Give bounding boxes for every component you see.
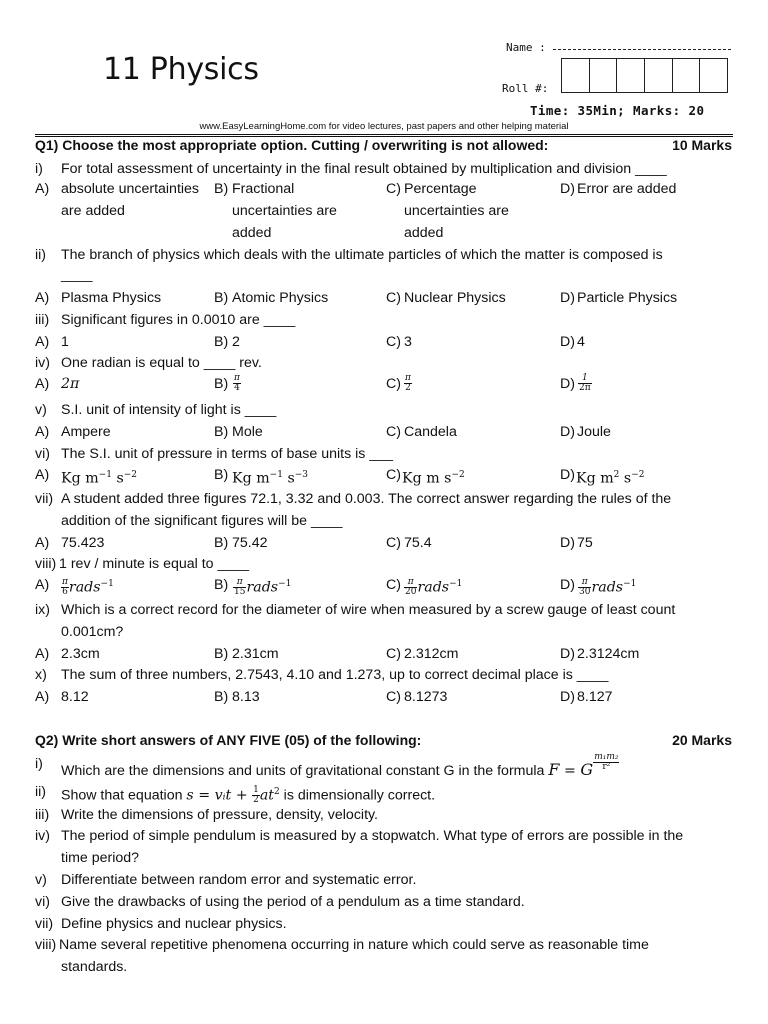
option-a: 8.12 [61,689,89,705]
option-label: A) [35,467,50,483]
question-number: viii) [35,556,57,572]
option-label: D) [560,646,575,662]
option-label: A) [35,290,50,306]
option-label: B) [214,646,229,662]
roll-box[interactable] [589,58,618,93]
option-label: B) [214,334,229,350]
option-c: $\frac{\pi}{20}$ rads$^{-1}$ [405,577,463,598]
option-b: Kg $m^{-1}$ $s^{-3}$ [232,470,309,487]
option-d: 2.3124cm [577,646,640,662]
option-label: D) [560,376,575,392]
question-text: The S.I. unit of pressure in terms of base units is ___ [61,446,393,462]
question-number: iv) [35,355,50,371]
q1-marks: 10 Marks [672,137,732,153]
name-label: Name : [506,41,546,54]
option-label: B) [214,181,229,197]
question-text: Which are the dimensions and units of gravitational constant G in the formula F = G $\frac{\text{m₁m₂}}{\text{r²}}$ [61,752,619,779]
option-label: D) [560,334,575,350]
option-d: Error are added [577,181,677,197]
question-number: ix) [35,602,50,618]
option-a: Plasma Physics [61,290,162,306]
option-label: D) [560,535,575,551]
question-text: The sum of three numbers, 2.7543, 4.10 and 1.273, up to correct decimal place is ____ [61,667,609,683]
question-text: Differentiate between random error and systematic error. [61,872,417,888]
question-text: A student added three figures 72.1, 3.32 and 0.003. The correct answer regarding the rules of the [61,491,672,507]
q1-heading: Q1) Choose the most appropriate option. Cutting / overwriting is not allowed: [35,137,549,153]
option-b: $\frac{\pi}{4}$ [234,372,240,393]
option-b: 2 [232,334,240,350]
question-text: 0.001cm? [61,624,124,640]
option-b: 2.31cm [232,646,279,662]
option-b: uncertainties are [232,203,337,219]
question-text: Name several repetitive phenomena occurring in nature which could serve as reasonable time [59,937,649,953]
option-a: 1 [61,334,69,350]
question-text: Show that equation s = vᵢt + $\frac{1}{2}$ $at^2$ is dimensionally correct. [61,785,436,806]
option-label: A) [35,181,50,197]
question-text: standards. [61,959,128,975]
question-number: x) [35,667,47,683]
question-text: Write the dimensions of pressure, density, velocity. [61,807,378,823]
option-label: C) [386,577,401,593]
option-d: 75 [577,535,593,551]
question-text: addition of the significant figures will be ____ [61,513,343,529]
option-a: absolute uncertainties [61,181,200,197]
option-c: uncertainties are [404,203,509,219]
option-a: 2π [61,376,80,392]
q2-heading: Q2) Write short answers of ANY FIVE (05) of the following: [35,732,422,748]
option-b: Mole [232,424,263,440]
question-number: i) [35,161,43,177]
divider [35,134,733,135]
option-d: Joule [577,424,611,440]
option-c: Percentage [404,181,477,197]
option-label: D) [560,181,575,197]
q2-marks: 20 Marks [672,732,732,748]
option-a: Kg $m^{-1}$ $s^{-2}$ [61,470,138,487]
option-label: C) [386,376,401,392]
question-number: v) [35,402,47,418]
option-label: A) [35,376,50,392]
question-number: iii) [35,807,50,823]
option-b: Atomic Physics [232,290,329,306]
option-d: 4 [577,334,585,350]
roll-box[interactable] [644,58,673,93]
question-text: Give the drawbacks of using the period of a pendulum as a time standard. [61,894,525,910]
option-label: A) [35,535,50,551]
option-label: C) [386,689,401,705]
option-c: 75.4 [404,535,432,551]
option-b: $\frac{\pi}{15}$ rads$^{-1}$ [234,577,292,598]
option-b: 75.42 [232,535,268,551]
option-a: Ampere [61,424,111,440]
option-label: C) [386,424,401,440]
roll-box[interactable] [672,58,701,93]
question-number: vii) [35,491,54,507]
option-a: 75.423 [61,535,105,551]
option-label: B) [214,577,229,593]
option-b: 8.13 [232,689,260,705]
time-marks: Time: 35Min; Marks: 20 [530,103,705,118]
question-text: time period? [61,850,140,866]
option-label: C) [386,646,401,662]
option-a: 2.3cm [61,646,100,662]
option-label: B) [214,467,229,483]
question-text: One radian is equal to ____ rev. [61,355,262,371]
option-a: $\frac{\pi}{6}$ rads$^{-1}$ [62,577,114,598]
question-text: ____ [61,267,93,283]
question-number: v) [35,872,47,888]
option-label: A) [35,577,50,593]
option-c: added [404,225,444,241]
question-number: ii) [35,784,47,800]
option-a: are added [61,203,125,219]
question-number: vii) [35,916,54,932]
option-label: B) [214,376,229,392]
question-number: viii) [35,937,57,953]
option-b: Fractional [232,181,295,197]
option-label: B) [214,290,229,306]
option-label: C) [386,467,401,483]
option-label: A) [35,646,50,662]
question-number: vi) [35,894,50,910]
option-label: A) [35,334,50,350]
question-number: iii) [35,312,50,328]
option-d: $\frac{1}{2\pi}$ [579,372,591,393]
name-field[interactable] [553,49,731,50]
option-label: D) [560,290,575,306]
roll-number-boxes[interactable] [562,58,728,93]
website-note: www.EasyLearningHome.com for video lectures, past papers and other helping material [199,121,569,132]
option-label: B) [214,535,229,551]
option-c: Kg m $s^{-2}$ [402,470,465,487]
option-b: added [232,225,272,241]
question-text: Significant figures in 0.0010 are ____ [61,312,296,328]
option-label: B) [214,689,229,705]
option-c: Candela [404,424,457,440]
option-label: D) [560,577,575,593]
question-text: The branch of physics which deals with the ultimate particles of which the matter is composed is [61,247,663,263]
option-label: D) [560,467,575,483]
roll-box[interactable] [699,58,728,93]
option-c: Nuclear Physics [404,290,506,306]
option-d: Particle Physics [577,290,678,306]
question-text: Define physics and nuclear physics. [61,916,287,932]
option-label: C) [386,290,401,306]
question-number: iv) [35,828,50,844]
option-d: $\frac{\pi}{30}$ rads$^{-1}$ [579,577,637,598]
question-number: ii) [35,247,47,263]
roll-box[interactable] [561,58,590,93]
question-text: S.I. unit of intensity of light is ____ [61,402,277,418]
option-label: A) [35,424,50,440]
option-label: B) [214,424,229,440]
option-label: C) [386,535,401,551]
option-label: D) [560,424,575,440]
question-text: The period of simple pendulum is measured by a stopwatch. What type of errors are possible in the [61,828,684,844]
question-text: Which is a correct record for the diameter of wire when measured by a screw gauge of least count [61,602,676,618]
option-label: C) [386,334,401,350]
option-c: 3 [404,334,412,350]
option-c: 2.312cm [404,646,459,662]
option-c: $\frac{\pi}{2}$ [405,372,411,393]
question-number: vi) [35,446,50,462]
roll-label: Roll #: [502,82,549,95]
question-text: 1 rev / minute is equal to ____ [59,556,250,572]
roll-box[interactable] [616,58,645,93]
option-d: Kg $m^2$ $s^{-2}$ [576,470,645,487]
option-d: 8.127 [577,689,613,705]
page-title: 11 Physics [103,52,259,87]
option-c: 8.1273 [404,689,448,705]
option-label: D) [560,689,575,705]
option-label: A) [35,689,50,705]
option-label: C) [386,181,401,197]
question-text: For total assessment of uncertainty in the final result obtained by multiplication and division ____ [61,161,667,177]
question-number: i) [35,756,43,772]
